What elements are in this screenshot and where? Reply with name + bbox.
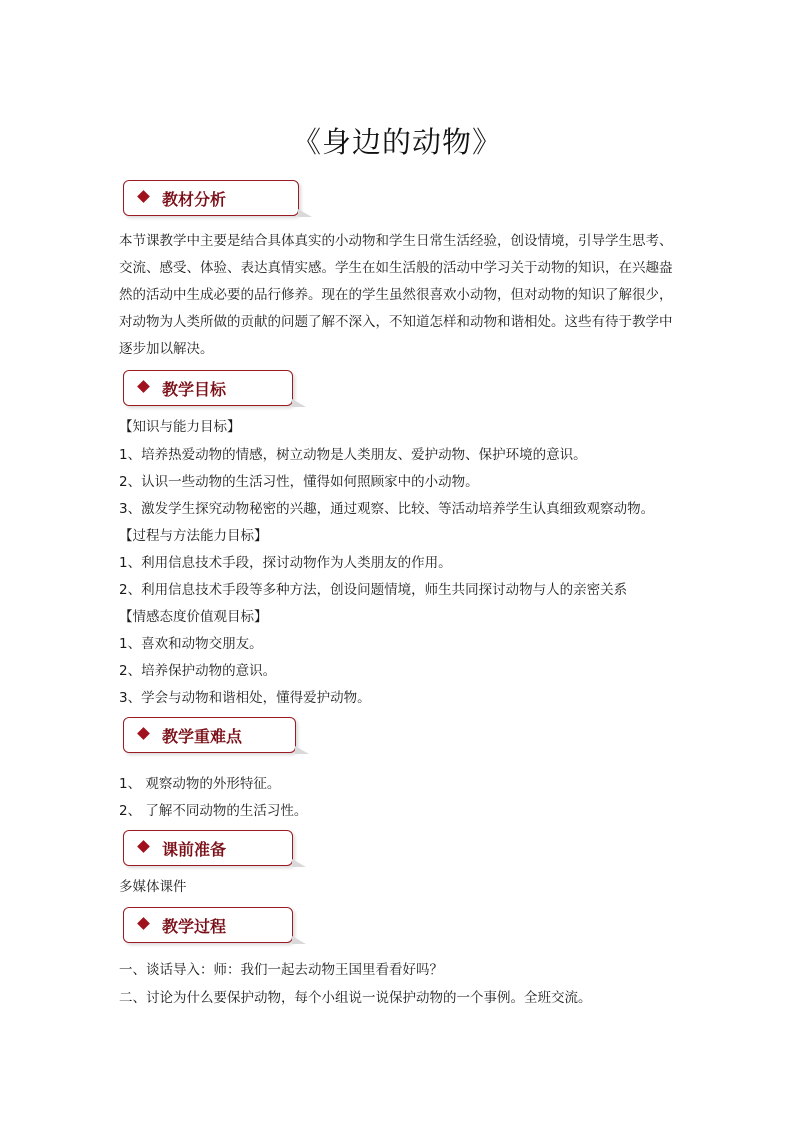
diamond-bullet-icon [137,727,150,740]
section-header-analysis [123,180,299,216]
diamond-bullet-icon [137,840,150,853]
knowledge-goal-item: 1、培养热爱动物的情感，树立动物是人类朋友、爱护动物、保护环境的意识。 [119,447,587,463]
section-header-goals [123,370,293,406]
knowledge-goal-item: 2、认识一些动物的生活习性，懂得如何照顾家中的小动物。 [119,474,479,490]
process-item: 二、讨论为什么要保护动物，每个小组说一说保护动物的一个事例。全班交流。 [119,990,592,1006]
emotion-goal-item: 3、学会与动物和谐相处，懂得爱护动物。 [119,690,371,706]
process-goals-title: 【过程与方法能力目标】 [119,528,268,544]
diamond-bullet-icon [137,190,150,203]
knowledge-goals-title: 【知识与能力目标】 [119,419,241,435]
page-title: 《身边的动物》 [291,125,502,159]
emotion-goal-item: 2、培养保护动物的意识。 [119,663,277,679]
section-header-preparation [123,830,293,866]
diamond-bullet-icon [137,380,150,393]
section-heading: 教材分析 [162,190,227,209]
diamond-bullet-icon [137,917,150,930]
section-heading: 教学重难点 [162,727,243,746]
preparation-text: 多媒体课件 [119,879,187,895]
process-item: 一、谈话导入：师：我们一起去动物王国里看看好吗？ [119,962,443,978]
process-goal-item: 1、利用信息技术手段，探讨动物作为人类朋友的作用。 [119,555,452,571]
section-heading: 课前准备 [162,840,227,859]
process-goal-item: 2、利用信息技术手段等多种方法，创设问题情境，师生共同探讨动物与人的亲密关系 [119,582,628,598]
section-header-key-points [123,717,296,753]
analysis-paragraph: 本节课教学中主要是结合具体真实的小动物和学生日常生活经验，创设情境，引导学生思考、交流、感受、体验、表达真情实感。学生在如生活般的活动中学习关于动物的知识，在兴趣盎然的活动中生成必要的品行修养。现在的学生虽然很喜欢小动物，但对动物的知识了解很少，对动物为人类所做的贡献的问题了解不深入，不知道怎样和动物和谐相处。这些有待于教学中逐步加以解决。 [119,233,673,357]
knowledge-goal-item: 3、激发学生探究动物秘密的兴趣，通过观察、比较、等活动培养学生认真细致观察动物。 [119,501,655,517]
key-point-item: 2、 了解不同动物的生活习性。 [119,803,308,819]
section-heading: 教学过程 [162,917,227,936]
section-heading: 教学目标 [162,380,227,399]
emotion-goal-item: 1、喜欢和动物交朋友。 [119,636,263,652]
key-point-item: 1、 观察动物的外形特征。 [119,776,281,792]
section-header-process [123,907,293,943]
emotion-goals-title: 【情感态度价值观目标】 [119,609,268,625]
